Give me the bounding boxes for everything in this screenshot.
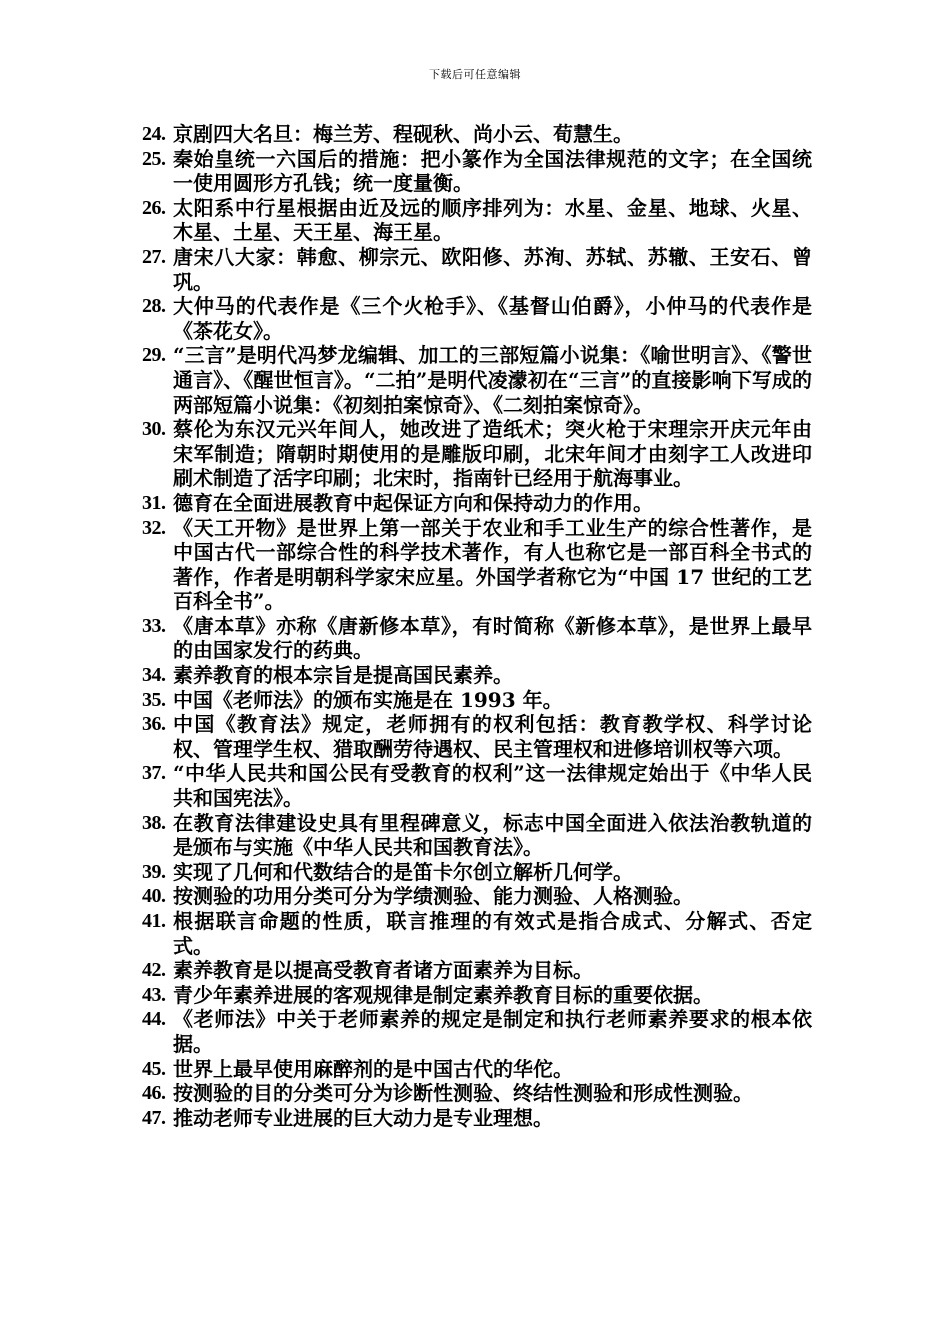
item-text: 德育在全面进展教育中起保证方向和保持动力的作用。: [173, 490, 653, 515]
list-item: [142, 860, 812, 885]
item-text: “三言”是明代冯梦龙编辑、加工的三部短篇小说集：《喻世明言》、《警世通言》、《醒世恒言》。“二拍”是明代凌濛初在“三言”的直接影响下写成的两部短篇小说集：《初刻拍案惊奇》、《二刻拍案惊奇》。: [173, 343, 812, 417]
item-text: 青少年素养进展的客观规律是制定素养教育目标的重要依据。: [173, 982, 713, 1007]
list-item: [142, 1007, 812, 1056]
item-text: 《唐本草》亦称《唐新修本草》，有时简称《新修本草》，是世界上最早的由国家发行的药典。: [173, 613, 812, 663]
item-text: 根据联言命题的性质，联言推理的有效式是指合成式、分解式、否定式。: [173, 909, 812, 958]
list-item: [142, 1057, 812, 1082]
item-text: 世界上最早使用麻醉剂的是中国古代的华佗。: [173, 1056, 573, 1081]
list-item: [142, 343, 812, 417]
item-text: 《老师法》中关于老师素养的规定是制定和执行老师素养要求的根本依据。: [173, 1007, 812, 1056]
item-text: 蔡伦为东汉元兴年间人，她改进了造纸术；突火枪于宋理宗开庆元年由宋军制造；隋朝时期使用的是雕版印刷，北宋年间才由刻字工人改进印刷术制造了活字印刷；北宋时，指南针已经用于航海事业。: [173, 417, 812, 491]
item-number: 47.: [142, 1106, 166, 1129]
item-number: 35.: [142, 688, 166, 711]
item-text: 秦始皇统一六国后的措施：把小篆作为全国法律规范的文字；在全国统一使用圆形方孔钱；统一度量衡。: [173, 146, 812, 196]
list-item: [142, 688, 812, 713]
list-item: [142, 712, 812, 761]
item-number: 25.: [142, 147, 166, 170]
item-number: 46.: [142, 1082, 166, 1105]
item-number: 41.: [142, 910, 166, 932]
list-item: [142, 958, 812, 983]
list-item: [142, 1106, 812, 1131]
item-number: 29.: [142, 344, 166, 367]
list-item: [142, 516, 812, 614]
item-text: 《天工开物》是世界上第一部关于农业和手工业生产的综合性著作，是中国古代一部综合性的科学技术著作，有人也称它是一部百科全书式的著作，作者是明朝科学家宋应星。外国学者称它为“中国 17 世纪的工艺百科全书”。: [173, 515, 812, 614]
item-number: 32.: [142, 516, 166, 539]
fact-list: [142, 122, 812, 1130]
item-number: 31.: [142, 491, 166, 514]
list-item: [142, 663, 812, 688]
item-number: 42.: [142, 959, 166, 982]
item-text: 素养教育的根本宗旨是提高国民素养。: [173, 663, 513, 688]
list-item: [142, 761, 812, 810]
item-text: “中华人民共和国公民有受教育的权利”这一法律规定始出于《中华人民共和国宪法》。: [173, 761, 812, 811]
item-text: 实现了几何和代数结合的是笛卡尔创立解析几何学。: [173, 859, 633, 884]
item-number: 40.: [142, 885, 166, 908]
list-item: [142, 491, 812, 516]
list-item: [142, 811, 812, 860]
list-item: [142, 245, 812, 294]
list-item: [142, 196, 812, 245]
item-text: 中国《老师法》的颁布实施是在 1993 年。: [173, 687, 563, 712]
item-text: 唐宋八大家：韩愈、柳宗元、欧阳修、苏洵、苏轼、苏辙、王安石、曾巩。: [173, 244, 812, 294]
item-number: 28.: [142, 295, 166, 318]
item-number: 44.: [142, 1008, 166, 1031]
item-text: 京剧四大名旦：梅兰芳、程砚秋、尚小云、荀慧生。: [173, 122, 633, 146]
item-number: 36.: [142, 713, 166, 736]
item-number: 34.: [142, 664, 166, 687]
list-item: [142, 1081, 812, 1106]
item-text: 素养教育是以提高受教育者诸方面素养为目标。: [173, 958, 593, 983]
item-number: 45.: [142, 1057, 166, 1080]
item-text: 按测验的功用分类可分为学绩测验、能力测验、人格测验。: [173, 884, 693, 909]
item-number: 27.: [142, 245, 166, 268]
item-number: 26.: [142, 196, 166, 219]
item-number: 33.: [142, 614, 166, 637]
list-item: [142, 614, 812, 663]
list-item: [142, 417, 812, 491]
item-text: 大仲马的代表作是《三个火枪手》、《基督山伯爵》，小仲马的代表作是《茶花女》。: [173, 294, 812, 343]
item-text: 中国《教育法》规定，老师拥有的权利包括：教育教学权、科学讨论权、管理学生权、猎取酬劳待遇权、民主管理权和进修培训权等六项。: [173, 712, 812, 761]
item-number: 24.: [142, 123, 166, 145]
list-item: [142, 122, 812, 147]
item-text: 推动老师专业进展的巨大动力是专业理想。: [173, 1105, 553, 1130]
item-number: 30.: [142, 418, 166, 441]
list-item: [142, 983, 812, 1008]
list-item: [142, 909, 812, 958]
item-text: 按测验的目的分类可分为诊断性测验、终结性测验和形成性测验。: [173, 1081, 753, 1106]
list-item: [142, 147, 812, 196]
item-number: 43.: [142, 983, 166, 1006]
list-item: [142, 294, 812, 343]
list-item: [142, 884, 812, 909]
item-number: 38.: [142, 811, 166, 834]
item-number: 39.: [142, 860, 166, 883]
item-number: 37.: [142, 762, 166, 785]
item-text: 在教育法律建设史具有里程碑意义，标志中国全面进入依法治教轨道的是颁布与实施《中华人民共和国教育法》。: [173, 810, 812, 860]
item-text: 太阳系中行星根据由近及远的顺序排列为：水星、金星、地球、火星、木星、土星、天王星、海王星。: [173, 195, 812, 245]
page-header: 下载后可任意编辑: [429, 68, 521, 81]
